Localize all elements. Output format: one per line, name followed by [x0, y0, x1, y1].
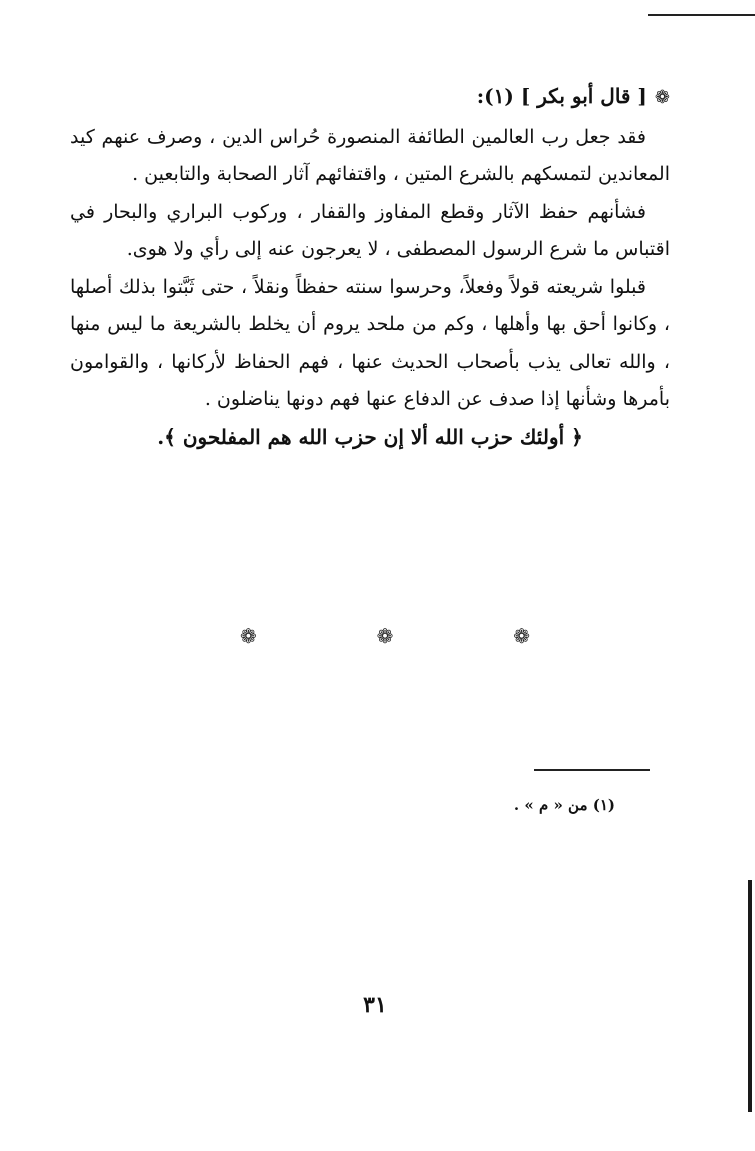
flower-ornament-icon: ❁: [513, 624, 530, 648]
flower-ornament-icon: ❁: [376, 624, 394, 648]
paragraph-2: فشأنهم حفظ الآثار وقطع المفاوز والقفار ، وركوب البراري والبحار في اقتباس ما شرع الرسول المصطفى ، لا يعرجون عنه إلى رأي ولا هوى.: [70, 200, 670, 260]
footnote: (١) من « م » .: [513, 796, 615, 814]
paragraph-3: قبلوا شريعته قولاً وفعلاً، وحرسوا سنته حفظاً ونقلاً ، حتى ثَبَّتوا بذلك أصلها ، وكانوا أحق بها وأهلها ، وكم من ملحد يروم أن يخلط بالشريعة ما ليس منها ، والله تعالى يذب بأصحاب الحديث عنها ، فهم الحفاظ لأركانها ، والقوامون بأمرها وشأنها إذا صدف عن الدفاع عنها فهم دونها يناضلون .: [70, 275, 670, 410]
flower-ornament-icon: ❁: [654, 87, 670, 108]
flower-ornament-icon: ❁: [240, 624, 257, 648]
paragraph-1: فقد جعل رب العالمين الطائفة المنصورة حُراس الدين ، وصرف عنهم كيد المعاندين لتمسكهم بالشرع المتين ، واقتفائهم آثار الصحابة والتابعين .: [70, 125, 670, 185]
section-divider: [240, 624, 530, 648]
heading-text: [ قال أبو بكر ] (١):: [476, 84, 647, 108]
page-number: ٣١: [363, 992, 387, 1018]
section-heading: [70, 78, 670, 117]
quran-verse: ﴿ أولئك حزب الله ألا إن حزب الله هم المفلحون ﴾.: [157, 424, 583, 449]
page-edge-shadow: [748, 880, 752, 1112]
main-text-block: [70, 78, 670, 456]
top-border-rule: [648, 14, 755, 16]
footnote-separator: [534, 769, 650, 771]
